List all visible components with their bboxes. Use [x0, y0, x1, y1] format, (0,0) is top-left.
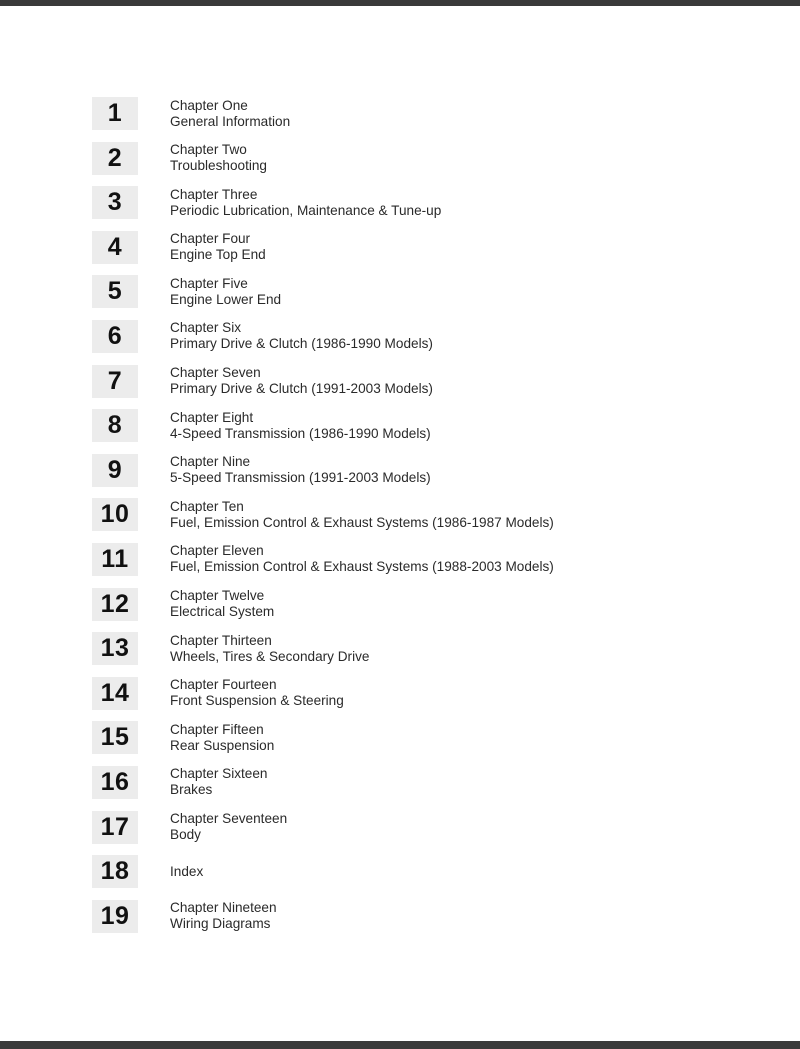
bottom-border-bar	[0, 1041, 800, 1049]
chapter-label: Chapter Eight	[170, 409, 254, 425]
toc-item[interactable]	[92, 811, 782, 856]
toc-item[interactable]	[92, 97, 782, 142]
chapter-title[interactable]: Primary Drive & Clutch (1986-1990 Models)	[170, 336, 433, 352]
chapter-title[interactable]: Rear Suspension	[170, 737, 275, 753]
chapter-number-tab[interactable]: 5	[92, 275, 138, 308]
chapter-title[interactable]: Troubleshooting	[170, 158, 267, 174]
chapter-text	[170, 588, 274, 621]
chapter-number-tab[interactable]: 10	[92, 498, 138, 531]
chapter-number-tab[interactable]: 1	[92, 97, 138, 130]
chapter-label: Chapter Seventeen	[170, 811, 288, 826]
chapter-number-tab[interactable]: 11	[92, 543, 138, 576]
chapter-text	[170, 231, 266, 264]
chapter-label: Chapter Five	[170, 275, 248, 291]
toc-item[interactable]	[92, 142, 782, 187]
chapter-number-tab[interactable]: 15	[92, 721, 138, 754]
toc-item[interactable]	[92, 766, 782, 811]
chapter-number-tab[interactable]: 18	[92, 855, 138, 888]
chapter-text	[170, 365, 433, 398]
chapter-title[interactable]: Primary Drive & Clutch (1991-2003 Models)	[170, 381, 433, 397]
toc-item[interactable]	[92, 275, 782, 320]
chapter-text	[170, 721, 274, 754]
toc-item[interactable]	[92, 632, 782, 677]
chapter-label: Chapter One	[170, 97, 248, 113]
chapter-text	[170, 632, 369, 665]
chapter-title[interactable]: General Information	[170, 113, 291, 129]
toc-item[interactable]	[92, 498, 782, 543]
chapter-text	[170, 320, 433, 353]
chapter-label: Chapter Fifteen	[170, 721, 264, 737]
chapter-text	[170, 498, 554, 531]
chapter-text	[170, 409, 431, 442]
chapter-label: Chapter Thirteen	[170, 632, 272, 648]
chapter-number-tab[interactable]: 13	[92, 632, 138, 665]
toc-item[interactable]	[92, 186, 782, 231]
chapter-number-tab[interactable]: 2	[92, 142, 138, 175]
chapter-title[interactable]: Periodic Lubrication, Maintenance & Tune-up	[170, 202, 442, 218]
toc-item[interactable]	[92, 855, 782, 900]
chapter-title[interactable]: Engine Top End	[170, 247, 266, 263]
chapter-text	[170, 142, 267, 175]
toc-item[interactable]	[92, 900, 782, 945]
chapter-number-tab[interactable]: 9	[92, 454, 138, 487]
chapter-label: Chapter Seven	[170, 365, 261, 381]
toc-item[interactable]	[92, 320, 782, 365]
chapter-text	[170, 275, 281, 308]
chapter-title[interactable]: Front Suspension & Steering	[170, 693, 344, 709]
chapter-text	[170, 454, 431, 487]
chapter-title[interactable]: Fuel, Emission Control & Exhaust Systems (1988-2003 Models)	[170, 559, 554, 575]
toc-item[interactable]	[92, 454, 782, 499]
chapter-label: Chapter Nine	[170, 454, 251, 470]
toc-item[interactable]	[92, 231, 782, 276]
chapter-label: Chapter Six	[170, 320, 242, 336]
chapter-title[interactable]: 4-Speed Transmission (1986-1990 Models)	[170, 425, 431, 441]
chapter-text	[170, 186, 441, 219]
chapter-label: Chapter Eleven	[170, 543, 264, 559]
chapter-text	[170, 900, 277, 933]
chapter-text	[170, 677, 344, 710]
chapter-title[interactable]: Body	[170, 827, 201, 842]
chapter-number-tab[interactable]: 17	[92, 811, 138, 844]
chapter-title[interactable]: 5-Speed Transmission (1991-2003 Models)	[170, 470, 431, 486]
chapter-number-tab[interactable]: 3	[92, 186, 138, 219]
chapter-label: Chapter Nineteen	[170, 900, 277, 916]
toc-item[interactable]	[92, 677, 782, 722]
toc-item[interactable]	[92, 588, 782, 633]
chapter-title[interactable]: Electrical System	[170, 604, 275, 620]
chapter-title[interactable]: Wiring Diagrams	[170, 916, 271, 932]
chapter-number-tab[interactable]: 14	[92, 677, 138, 710]
chapter-number-tab[interactable]: 4	[92, 231, 138, 264]
chapter-number-tab[interactable]: 7	[92, 365, 138, 398]
chapter-number-tab[interactable]: 8	[92, 409, 138, 442]
chapter-text	[170, 855, 203, 888]
chapter-number-tab[interactable]: 6	[92, 320, 138, 353]
top-border-bar	[0, 0, 800, 6]
chapter-label: Chapter Two	[170, 142, 247, 158]
chapter-title[interactable]: Brakes	[170, 782, 213, 798]
chapter-label: Chapter Sixteen	[170, 766, 268, 782]
chapter-title[interactable]: Index	[170, 863, 204, 879]
chapter-number-tab[interactable]: 19	[92, 900, 138, 933]
chapter-number-tab[interactable]: 16	[92, 766, 138, 799]
toc-item[interactable]	[92, 365, 782, 410]
chapter-label: Chapter Four	[170, 231, 251, 247]
toc-item[interactable]	[92, 721, 782, 766]
toc-item[interactable]	[92, 543, 782, 588]
chapter-title[interactable]: Wheels, Tires & Secondary Drive	[170, 648, 370, 664]
toc-item[interactable]	[92, 409, 782, 454]
chapter-label: Chapter Ten	[170, 498, 244, 514]
chapter-text	[170, 97, 290, 130]
chapter-title[interactable]: Fuel, Emission Control & Exhaust Systems (1986-1987 Models)	[170, 514, 554, 530]
chapter-text	[170, 766, 267, 799]
chapter-number-tab[interactable]: 12	[92, 588, 138, 621]
table-of-contents	[92, 97, 782, 944]
chapter-text	[170, 811, 287, 844]
chapter-label: Chapter Three	[170, 186, 258, 202]
chapter-label: Chapter Twelve	[170, 588, 265, 604]
chapter-label: Chapter Fourteen	[170, 677, 277, 693]
chapter-title[interactable]: Engine Lower End	[170, 291, 282, 307]
chapter-text	[170, 543, 554, 576]
